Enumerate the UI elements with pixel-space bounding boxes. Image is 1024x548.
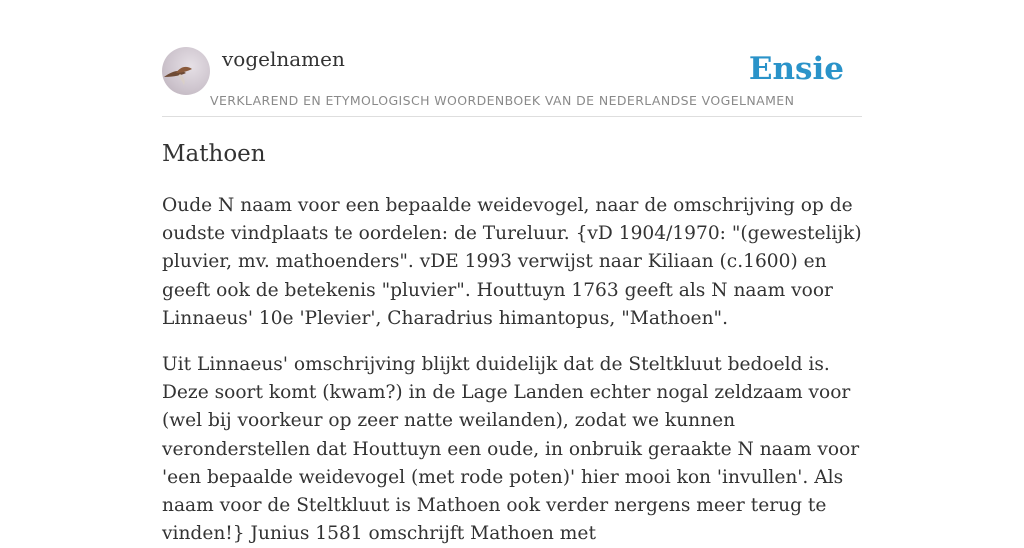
dictionary-name-link[interactable]: vogelnamen bbox=[222, 47, 345, 71]
bird-icon bbox=[162, 47, 210, 95]
entry-title: Mathoen bbox=[162, 141, 266, 167]
entry-content bbox=[162, 136, 867, 548]
dictionary-subtitle: VERKLAREND EN ETYMOLOGISCH WOORDENBOEK VAN DE NEDERLANDSE VOGELNAMEN bbox=[210, 93, 795, 108]
entry-paragraph: Oude N naam voor een bepaalde weidevogel, naar de omschrijving op de oudste vindplaats te oordelen: de Tureluur. {vD 1904/1970: "(gewestelijk) pluvier, mv. mathoenders". vDE 1993 verwijst naar Kiliaan (c.1600) en geeft ook de betekenis "pluvier". Houttuyn 1763 geeft als N naam voor Linnaeus' 10e 'Plevier', Charadrius himantopus, "Mathoen". bbox=[162, 195, 862, 329]
site-header bbox=[162, 46, 862, 117]
entry-paragraph: Uit Linnaeus' omschrijving blijkt duidelijk dat de Steltkluut bedoeld is. Deze soort komt (kwam?) in de Lage Landen echter nogal zeldzaam voor (wel bij voorkeur op zeer natte weilanden), zodat we kunnen veronderstellen dat Houttuyn een oude, in onbruik geraakte N naam voor 'een bepaalde weidevogel (met rode poten)' hier mooi kon 'invullen'. Als naam voor de Steltkluut is Mathoen ook verder nergens meer terug te vinden!} Junius 1581 omschrijft Mathoen met bbox=[162, 354, 860, 545]
ensie-logo-link[interactable]: Ensie bbox=[748, 51, 844, 87]
dictionary-avatar[interactable] bbox=[162, 47, 210, 95]
